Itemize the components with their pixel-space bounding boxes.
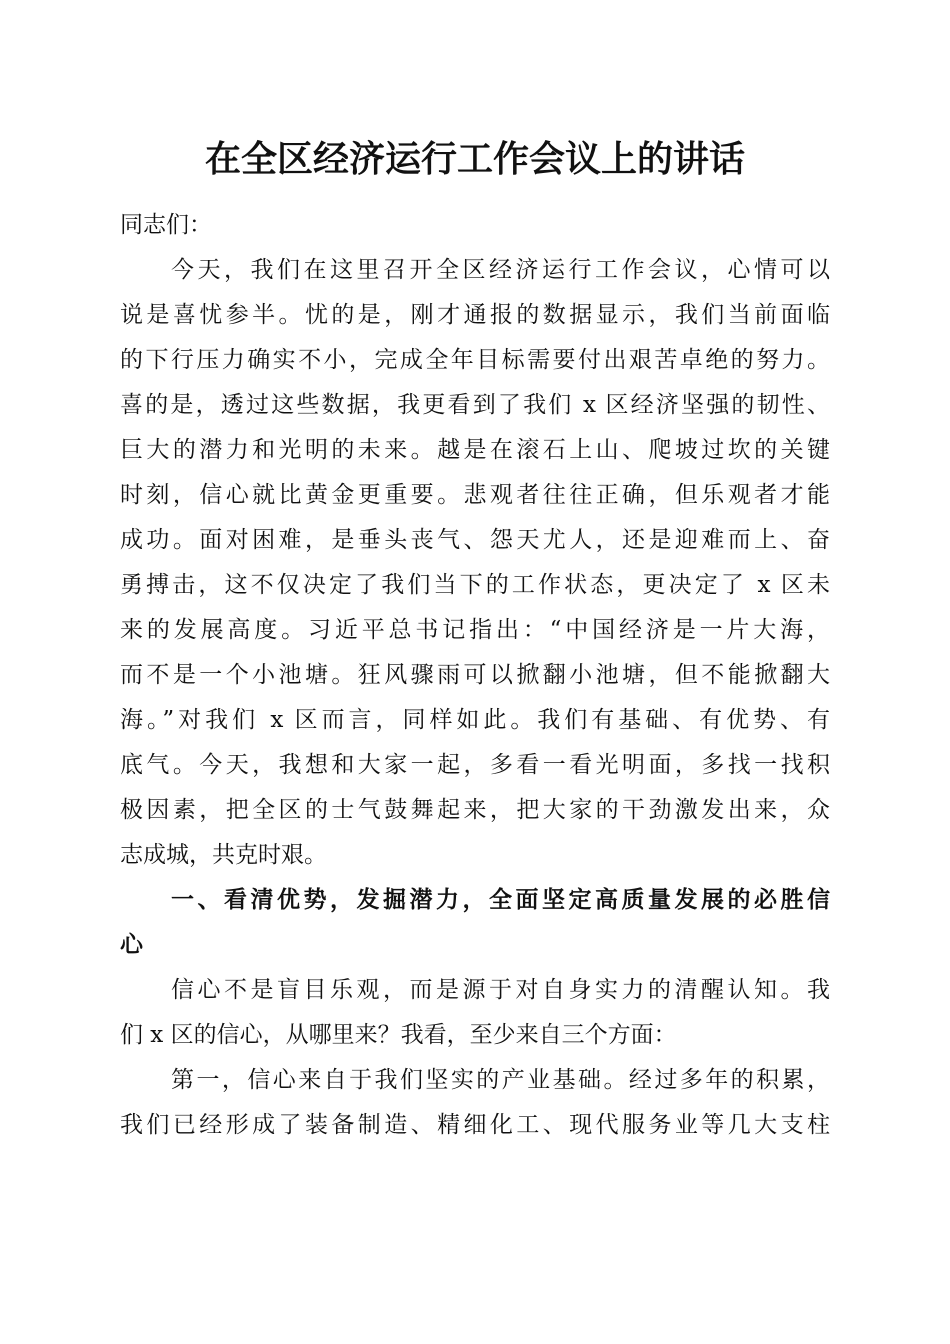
salutation: 同志们： [120,212,212,238]
paragraph-line: 底气。今天，我想和大家一起，多看一看光明面，多找一找积 [120,752,830,778]
paragraph-line: 今天，我们在这里召开全区经济运行工作会议，心情可以 [171,257,830,283]
paragraph-line: 勇搏击，这不仅决定了我们当下的工作状态，更决定了 x 区未 [120,572,830,598]
paragraph-line: 志成城，共克时艰。 [120,842,327,868]
paragraph-line: 来的发展高度。习近平总书记指出：“中国经济是一片大海， [120,617,830,643]
paragraph-line: 极因素，把全区的士气鼓舞起来，把大家的干劲激发出来，众 [120,797,830,823]
paragraph-line: 时刻，信心就比黄金更重要。悲观者往往正确，但乐观者才能 [120,482,830,508]
section-heading: 心 [120,932,143,958]
paragraph-line: 信心不是盲目乐观，而是源于对自身实力的清醒认知。我 [171,977,830,1003]
document-body [120,203,830,1148]
section-heading: 一、看清优势，发掘潜力，全面坚定高质量发展的必胜信 [171,887,830,913]
paragraph-line: 而不是一个小池塘。狂风骤雨可以掀翻小池塘，但不能掀翻大 [120,662,830,688]
document-title: 在全区经济运行工作会议上的讲话 [204,138,745,180]
paragraph-line: 巨大的潜力和光明的未来。越是在滚石上山、爬坡过坎的关键 [120,437,830,463]
paragraph-line: 第一，信心来自于我们坚实的产业基础。经过多年的积累， [171,1067,830,1093]
paragraph-line: 喜的是，透过这些数据，我更看到了我们 x 区经济坚强的韧性、 [120,392,830,418]
paragraph-line: 成功。面对困难，是垂头丧气、怨天尤人，还是迎难而上、奋 [120,527,830,553]
paragraph-line: 的下行压力确实不小，完成全年目标需要付出艰苦卓绝的努力。 [120,347,830,373]
paragraph-line: 海。”对我们 x 区而言，同样如此。我们有基础、有优势、有 [120,707,830,733]
paragraph-line: 我们已经形成了装备制造、精细化工、现代服务业等几大支柱 [120,1112,830,1138]
paragraph-line: 们 x 区的信心，从哪里来？我看，至少来自三个方面： [120,1022,677,1048]
paragraph-line: 说是喜忧参半。忧的是，刚才通报的数据显示，我们当前面临 [120,302,830,328]
